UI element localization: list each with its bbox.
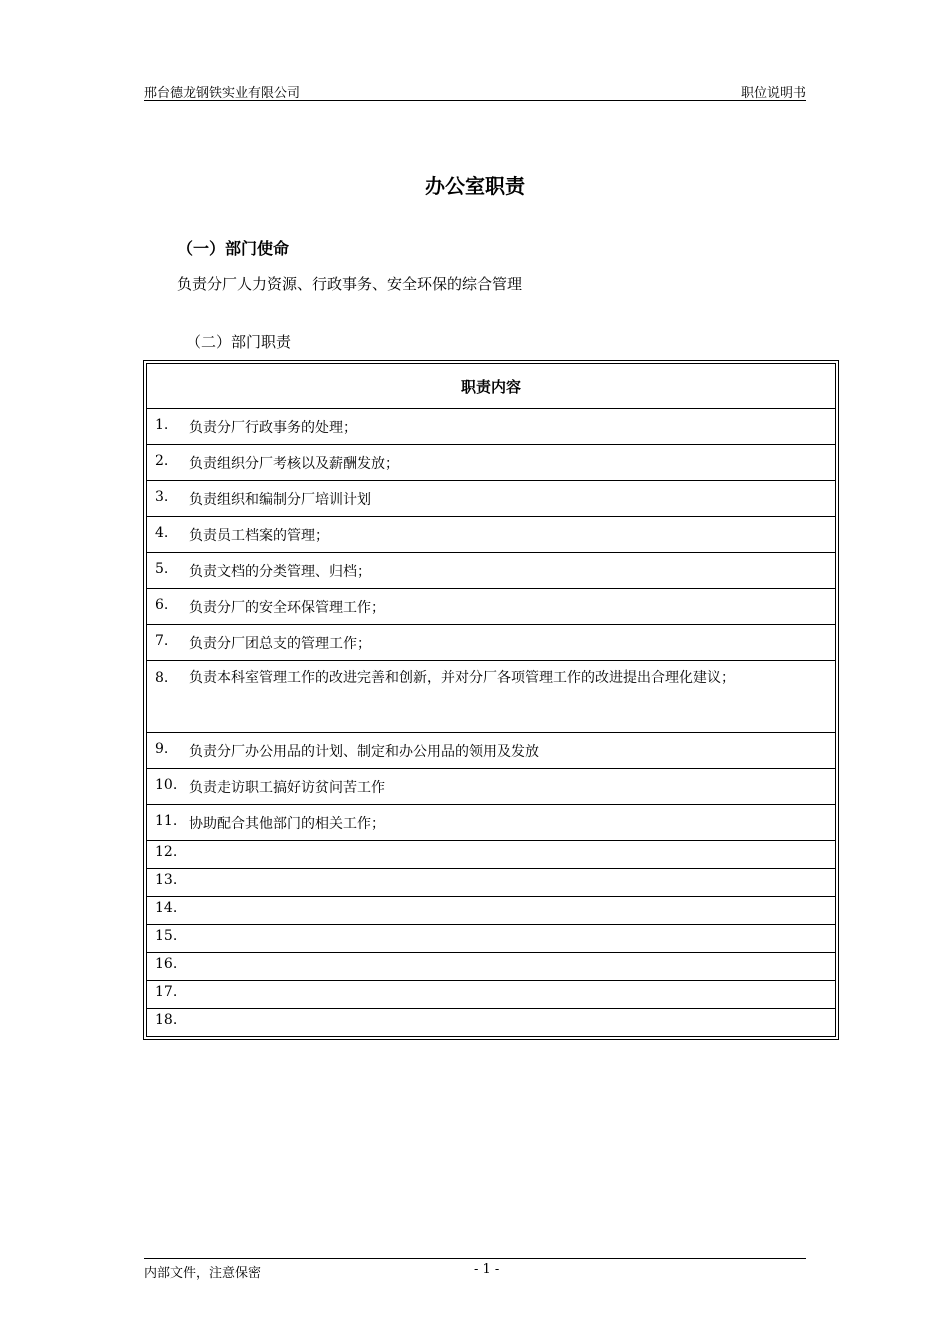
table-row — [147, 1009, 836, 1037]
row-number: 7. — [155, 633, 169, 649]
page-header — [144, 82, 806, 101]
table-row — [147, 445, 836, 481]
table-row — [147, 769, 836, 805]
row-number: 15. — [155, 928, 178, 944]
table-row — [147, 805, 836, 841]
table-row — [147, 625, 836, 661]
row-number: 17. — [155, 984, 178, 1000]
section-duties-heading: （二）部门职责 — [186, 333, 292, 351]
table-row — [147, 517, 836, 553]
row-text: 负责文档的分类管理、归档； — [189, 564, 371, 580]
row-text — [189, 844, 827, 868]
table-row — [147, 869, 836, 897]
row-number: 9. — [155, 741, 169, 757]
section-mission-heading: （一）部门使命 — [177, 239, 290, 258]
row-text — [189, 928, 827, 952]
row-text: 负责员工档案的管理； — [189, 528, 329, 544]
row-text: 负责分厂行政事务的处理； — [189, 420, 357, 436]
row-number: 14. — [155, 900, 178, 916]
row-text — [189, 956, 827, 980]
page-title: 办公室职责 — [425, 174, 525, 198]
row-number: 6. — [155, 597, 169, 613]
table-row — [147, 981, 836, 1009]
row-number: 18. — [155, 1012, 178, 1028]
row-text: 负责组织分厂考核以及薪酬发放； — [189, 456, 399, 472]
row-text: 负责组织和编制分厂培训计划 — [189, 492, 371, 508]
table-row — [147, 481, 836, 517]
row-text — [189, 900, 827, 924]
page-number: - 1 - — [474, 1262, 500, 1277]
confidential-notice: 内部文件，注意保密 — [144, 1266, 262, 1281]
row-number: 5. — [155, 561, 169, 577]
table-row — [147, 409, 836, 445]
row-number: 1. — [155, 417, 169, 433]
section-mission-body: 负责分厂人力资源、行政事务、安全环保的综合管理 — [177, 275, 523, 293]
row-text — [189, 872, 827, 896]
duties-table-header: 职责内容 — [147, 364, 836, 409]
duties-table — [146, 363, 836, 1037]
duties-table-frame — [143, 360, 839, 1040]
row-text — [189, 984, 827, 1008]
table-row — [147, 841, 836, 869]
row-number: 16. — [155, 956, 178, 972]
table-row — [147, 953, 836, 981]
row-number: 13. — [155, 872, 178, 888]
table-row — [147, 733, 836, 769]
row-number: 8. — [155, 670, 169, 686]
document-type: 职位说明书 — [740, 86, 806, 101]
row-number: 3. — [155, 489, 169, 505]
row-text — [189, 669, 827, 732]
row-text: 负责分厂的安全环保管理工作； — [189, 600, 385, 616]
row-text — [189, 1012, 827, 1036]
row-text: 负责走访职工搞好访贫问苦工作 — [189, 780, 385, 796]
row-number: 12. — [155, 844, 178, 860]
table-row — [147, 897, 836, 925]
table-row — [147, 661, 836, 733]
row-text: 协助配合其他部门的相关工作； — [189, 816, 385, 832]
table-row — [147, 925, 836, 953]
table-row — [147, 553, 836, 589]
company-name: 邢台德龙钢铁实业有限公司 — [144, 86, 301, 101]
page-footer — [144, 1258, 806, 1279]
table-row — [147, 589, 836, 625]
row-number: 11. — [155, 813, 178, 829]
row-text: 负责分厂办公用品的计划、制定和办公用品的领用及发放 — [189, 744, 539, 760]
row-number: 2. — [155, 453, 169, 469]
row-number: 4. — [155, 525, 169, 541]
row-text: 负责分厂团总支的管理工作； — [189, 636, 371, 652]
row-text-content: 负责本科室管理工作的改进完善和创新，并对分厂各项管理工作的改进提出合理化建议； — [189, 670, 735, 686]
row-number: 10. — [155, 777, 178, 793]
